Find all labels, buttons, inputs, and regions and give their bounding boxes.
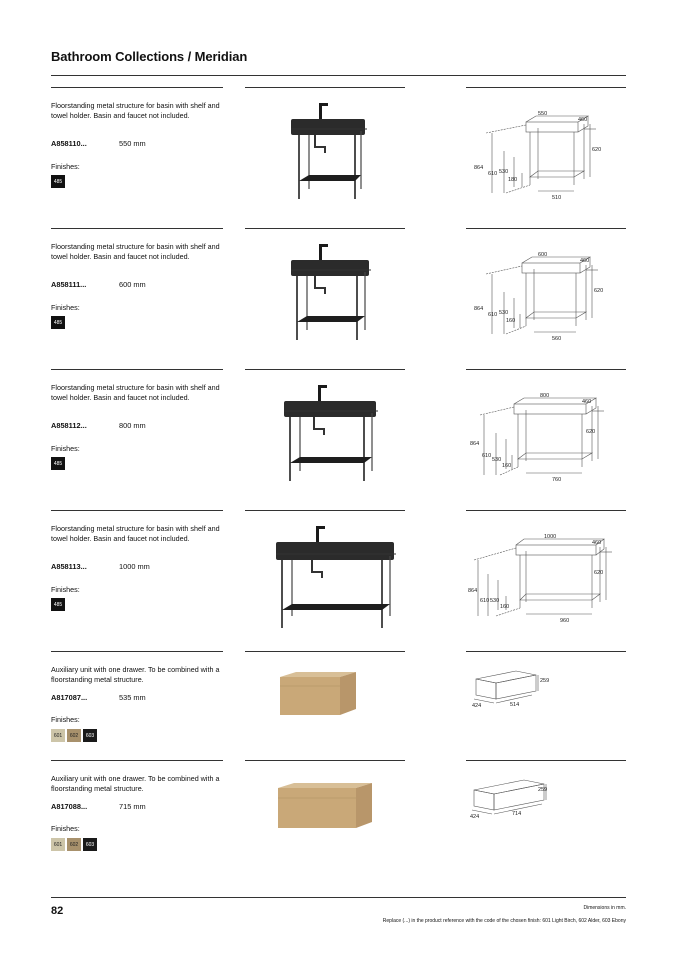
product-row bbox=[0, 369, 678, 499]
finish-swatches bbox=[51, 598, 65, 611]
drawer-photo bbox=[274, 671, 364, 721]
dim-h4: 530 bbox=[499, 310, 509, 316]
dimension-drawing bbox=[466, 248, 626, 348]
finishes-label: Finishes: bbox=[51, 585, 80, 594]
finish-swatches bbox=[51, 316, 65, 329]
product-size: 600 mm bbox=[119, 280, 146, 289]
dim-h1: 620 bbox=[594, 570, 604, 576]
finishes-label: Finishes: bbox=[51, 444, 80, 453]
dim-base: 560 bbox=[552, 336, 562, 342]
dim-h2: 864 bbox=[474, 306, 484, 312]
dimensions-note: Dimensions in mm. bbox=[583, 905, 626, 911]
dim-h3: 610 bbox=[482, 453, 492, 459]
dim-depth: 460 bbox=[578, 117, 588, 123]
dim-width: 550 bbox=[538, 111, 548, 117]
dim-h5: 160 bbox=[500, 604, 510, 610]
structure-photo bbox=[255, 242, 375, 344]
row-rule bbox=[466, 87, 626, 88]
page-number: 82 bbox=[51, 905, 64, 917]
row-rule bbox=[466, 369, 626, 370]
dim-height: 259 bbox=[540, 678, 550, 684]
finish-swatch: 603 bbox=[83, 838, 97, 851]
finishes-label: Finishes: bbox=[51, 303, 80, 312]
finish-swatches bbox=[51, 457, 65, 470]
finish-swatch: 602 bbox=[67, 838, 81, 851]
dim-width: 714 bbox=[512, 811, 522, 817]
dim-depth: 460 bbox=[582, 399, 592, 405]
dim-width: 800 bbox=[540, 393, 550, 399]
dim-h1: 620 bbox=[592, 147, 602, 153]
finish-swatch: 485 bbox=[51, 316, 65, 329]
row-rule bbox=[51, 760, 223, 761]
dim-base: 960 bbox=[560, 618, 570, 624]
product-row bbox=[0, 510, 678, 640]
row-rule bbox=[466, 651, 626, 652]
dim-h2: 864 bbox=[468, 588, 478, 594]
finishes-label: Finishes: bbox=[51, 824, 80, 833]
dim-h4: 530 bbox=[499, 169, 509, 175]
dim-width: 514 bbox=[510, 702, 520, 708]
product-row bbox=[0, 228, 678, 358]
dim-depth: 460 bbox=[580, 258, 590, 264]
finish-swatches bbox=[51, 175, 65, 188]
product-size: 1000 mm bbox=[119, 562, 150, 571]
product-reference: A858113... bbox=[51, 562, 87, 571]
dim-depth: 424 bbox=[472, 703, 482, 709]
product-description: Floorstanding metal structure for basin with shelf and towel holder. Basin and faucet not included. bbox=[51, 383, 220, 402]
dim-h3: 610 bbox=[488, 312, 498, 318]
product-size: 535 mm bbox=[119, 693, 146, 702]
dim-base: 760 bbox=[552, 477, 562, 483]
product-reference: A858111... bbox=[51, 280, 87, 289]
dim-width: 1000 bbox=[544, 534, 557, 540]
row-rule bbox=[245, 510, 405, 511]
dimension-drawing bbox=[466, 665, 626, 725]
dim-h1: 620 bbox=[594, 288, 604, 294]
row-rule bbox=[51, 228, 223, 229]
dim-h5: 160 bbox=[506, 318, 516, 324]
dimension-drawing bbox=[466, 530, 626, 630]
dim-h1: 620 bbox=[586, 429, 596, 435]
structure-photo bbox=[255, 101, 375, 203]
dim-h2: 864 bbox=[470, 441, 480, 447]
product-reference: A817087... bbox=[51, 693, 88, 702]
footer-divider bbox=[51, 897, 626, 898]
product-description: Auxiliary unit with one drawer. To be combined with a floorstanding metal structure. bbox=[51, 665, 220, 684]
page-title: Bathroom Collections / Meridian bbox=[51, 49, 248, 64]
header-divider bbox=[51, 75, 626, 76]
row-rule bbox=[245, 760, 405, 761]
finish-swatch: 601 bbox=[51, 838, 65, 851]
dim-h3: 610 bbox=[480, 598, 490, 604]
dim-h2: 864 bbox=[474, 165, 484, 171]
product-size: 550 mm bbox=[119, 139, 146, 148]
product-size: 715 mm bbox=[119, 802, 146, 811]
finish-swatches bbox=[51, 838, 97, 851]
dim-h4: 530 bbox=[490, 598, 500, 604]
finish-swatch: 485 bbox=[51, 598, 65, 611]
finish-swatch: 485 bbox=[51, 457, 65, 470]
product-description: Floorstanding metal structure for basin with shelf and towel holder. Basin and faucet not included. bbox=[51, 101, 220, 120]
dim-width: 600 bbox=[538, 252, 548, 258]
finish-swatch: 602 bbox=[67, 729, 81, 742]
product-row bbox=[0, 651, 678, 751]
row-rule bbox=[466, 228, 626, 229]
row-rule bbox=[245, 651, 405, 652]
dim-h5: 160 bbox=[502, 463, 512, 469]
structure-photo bbox=[248, 524, 398, 632]
row-rule bbox=[245, 87, 405, 88]
dim-height: 259 bbox=[538, 787, 548, 793]
row-rule bbox=[466, 760, 626, 761]
finishes-label: Finishes: bbox=[51, 715, 80, 724]
row-rule bbox=[51, 510, 223, 511]
finish-swatches bbox=[51, 729, 97, 742]
finish-swatch: 601 bbox=[51, 729, 65, 742]
product-reference: A858112... bbox=[51, 421, 87, 430]
dimension-drawing bbox=[466, 107, 626, 207]
row-rule bbox=[51, 87, 223, 88]
row-rule bbox=[466, 510, 626, 511]
dim-base: 510 bbox=[552, 195, 562, 201]
product-row bbox=[0, 87, 678, 217]
row-rule bbox=[51, 369, 223, 370]
product-size: 800 mm bbox=[119, 421, 146, 430]
row-rule bbox=[245, 369, 405, 370]
dimension-drawing bbox=[466, 389, 626, 489]
finish-swatch: 603 bbox=[83, 729, 97, 742]
product-row bbox=[0, 760, 678, 870]
dim-h4: 530 bbox=[492, 457, 502, 463]
row-rule bbox=[51, 651, 223, 652]
product-description: Floorstanding metal structure for basin with shelf and towel holder. Basin and faucet not included. bbox=[51, 524, 220, 543]
dim-h5: 180 bbox=[508, 177, 518, 183]
product-reference: A817088... bbox=[51, 802, 88, 811]
finish-code-note: Replace (...) in the product reference with the code of the chosen finish: 601 Light Birch, 602 Alder, 603 Ebony bbox=[382, 918, 626, 924]
drawer-photo bbox=[272, 782, 380, 836]
dimension-drawing bbox=[466, 774, 626, 834]
finishes-label: Finishes: bbox=[51, 162, 80, 171]
structure-photo bbox=[250, 383, 380, 485]
row-rule bbox=[245, 228, 405, 229]
dim-h3: 610 bbox=[488, 171, 498, 177]
product-description: Floorstanding metal structure for basin with shelf and towel holder. Basin and faucet not included. bbox=[51, 242, 220, 261]
product-reference: A858110... bbox=[51, 139, 87, 148]
dim-depth: 424 bbox=[470, 814, 480, 820]
dim-depth: 460 bbox=[592, 540, 602, 546]
product-description: Auxiliary unit with one drawer. To be combined with a floorstanding metal structure. bbox=[51, 774, 220, 793]
finish-swatch: 485 bbox=[51, 175, 65, 188]
